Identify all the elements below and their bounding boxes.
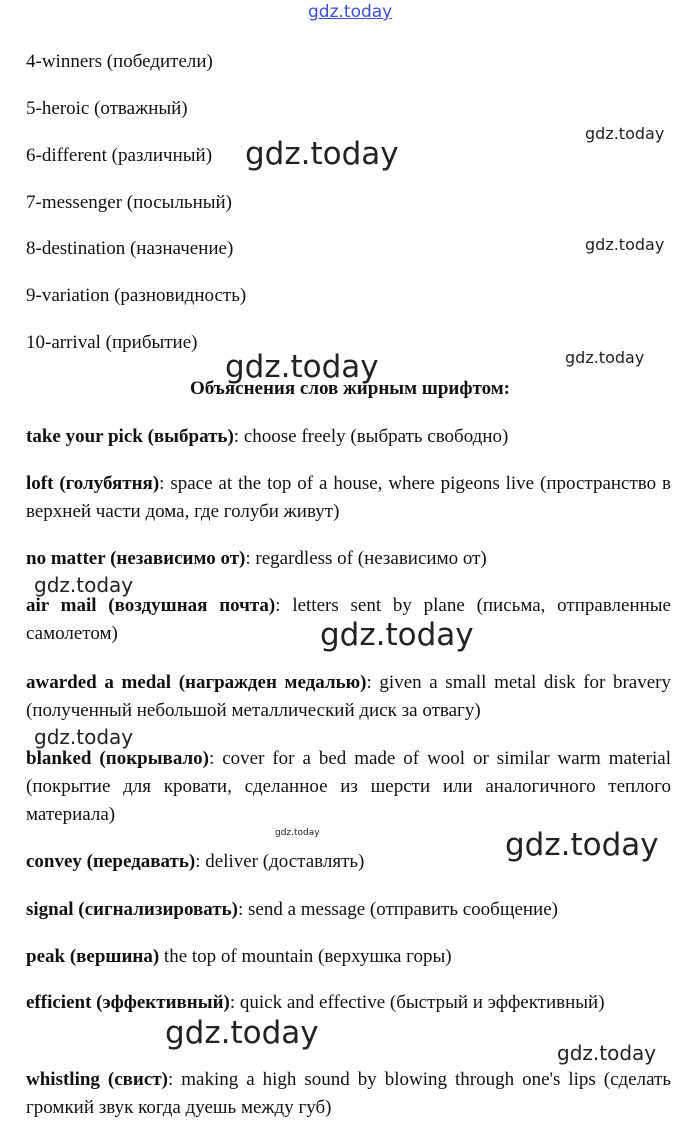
watermark: gdz.today xyxy=(557,1041,657,1065)
glossary-definition: : quick and effective (быстрый и эффективный) xyxy=(229,992,605,1013)
section-heading: Объяснения слов жирным шрифтом: xyxy=(190,378,510,399)
glossary-entry xyxy=(26,896,671,924)
glossary-definition: : regardless of (независимо от) xyxy=(245,548,487,569)
list-item: 4-winners (победители) xyxy=(26,51,213,72)
glossary-definition: : cover for a bed made of wool or similar warm material (покрытие для кровати, сделанное из шерсти или аналогичного теплого материала) xyxy=(26,748,671,825)
glossary-definition: : space at the top of a house, where pigeons live (пространство в верхней части дома, где голуби живут) xyxy=(26,473,671,522)
glossary-term: convey (передавать) xyxy=(26,851,196,872)
list-item: 6-different (различный) xyxy=(26,145,213,166)
watermark: gdz.today xyxy=(585,235,665,254)
top-watermark[interactable]: gdz.today xyxy=(308,2,393,22)
glossary-term: peak (вершина) xyxy=(26,946,160,967)
watermark: gdz.today xyxy=(505,827,659,863)
list-item: 8-destination (назначение) xyxy=(26,238,234,259)
glossary-entry xyxy=(26,943,671,971)
glossary-definition: : choose freely (выбрать свободно) xyxy=(233,426,509,447)
glossary-term: whistling (свист) xyxy=(26,1069,168,1090)
list-item: 5-heroic (отважный) xyxy=(26,98,188,119)
watermark: gdz.today xyxy=(225,349,379,385)
glossary-term: awarded a medal (награжден медалью) xyxy=(26,672,367,693)
glossary-definition: : deliver (доставлять) xyxy=(195,851,365,872)
glossary-term: signal (сигнализировать) xyxy=(26,899,238,920)
glossary-entry xyxy=(26,989,671,1017)
watermark: gdz.today xyxy=(565,348,645,367)
glossary-term: take your pick (выбрать) xyxy=(26,426,234,447)
glossary-entry xyxy=(26,1066,671,1122)
glossary-entry xyxy=(26,745,671,829)
glossary-term: air mail (воздушная почта) xyxy=(26,595,276,616)
glossary-entry xyxy=(26,669,671,725)
glossary-definition: : send a message (отправить сообщение) xyxy=(237,899,558,920)
watermark: gdz.today xyxy=(320,617,474,653)
glossary-term: loft (голубятня) xyxy=(26,473,160,494)
list-item: 9-variation (разновидность) xyxy=(26,285,247,306)
glossary-entry xyxy=(26,470,671,526)
glossary-definition: : letters sent by plane (письма, отправленные самолетом) xyxy=(26,595,671,644)
glossary-entry xyxy=(26,545,671,573)
watermark: gdz.today xyxy=(165,1015,319,1051)
glossary-term: no matter (независимо от) xyxy=(26,548,246,569)
glossary-entry xyxy=(26,423,671,451)
watermark: gdz.today xyxy=(245,136,399,172)
watermark: gdz.today xyxy=(34,725,134,749)
watermark: gdz.today xyxy=(275,828,320,838)
glossary-definition: : given a small metal disk for bravery (полученный небольшой металлический диск за отвагу) xyxy=(26,672,671,721)
list-item: 7-messenger (посыльный) xyxy=(26,192,233,213)
watermark: gdz.today xyxy=(585,124,665,143)
list-item: 10-arrival (прибытие) xyxy=(26,332,198,353)
watermark: gdz.today xyxy=(34,573,134,597)
glossary-definition: the top of mountain (верхушка горы) xyxy=(159,946,452,967)
glossary-definition: : making a high sound by blowing through one's lips (сделать громкий звук когда дуешь между губ) xyxy=(26,1069,671,1118)
glossary-term: blanked (покрывало) xyxy=(26,748,209,769)
glossary-term: efficient (эффективный) xyxy=(26,992,230,1013)
